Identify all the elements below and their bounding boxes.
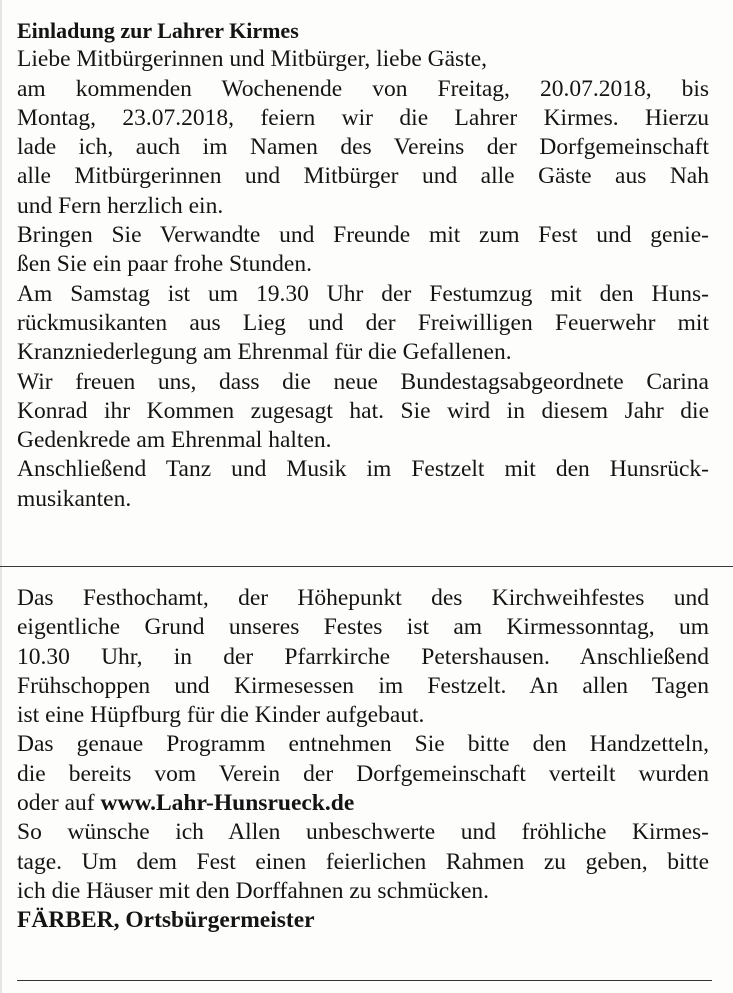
program-section [17,584,709,936]
text-line: Am Samstag ist um 19.30 Uhr der Festumzug mit den Huns- [17,280,709,307]
section-divider [0,566,733,567]
text-line: Bringen Sie Verwandte und Freunde mit zum Fest und genie- [17,222,709,249]
text-line: Gedenkrede am Ehrenmal halten. [17,427,332,454]
text-line: eigentliche Grund unseres Festes ist am Kirmessonntag, um [17,614,709,641]
article-heading: Einladung zur Lahrer Kirmes [17,18,299,43]
text-line: lade ich, auch im Namen des Vereins der Dorfgemeinschaft [17,134,709,161]
text-line: Wir freuen uns, dass die neue Bundestagsabgeordnete Carina [17,368,709,395]
text-line: alle Mitbürgerinnen und Mitbürger und alle Gäste aus Nah [17,163,709,190]
text-line: am kommenden Wochenende von Freitag, 20.07.2018, bis [17,75,709,102]
text-line: Konrad ihr Kommen zugesagt hat. Sie wird in diesem Jahr die [17,397,709,424]
website-prefix: oder auf [17,790,101,817]
invitation-section [17,16,709,514]
text-line: die bereits vom Verein der Dorfgemeinschaft verteilt wurden [17,760,709,787]
text-line: und Fern herzlich ein. [17,192,224,219]
text-line: Das Festhochamt, der Höhepunkt des Kirchweihfestes und [17,585,709,611]
website-link[interactable]: www.Lahr-Hunsrueck.de [100,790,355,817]
text-line: 10.30 Uhr, in der Pfarrkirche Petershausen. Anschließend [17,643,709,670]
text-line: ich die Häuser mit den Dorffahnen zu schmücken. [17,877,490,904]
text-line: Das genaue Programm entnehmen Sie bitte den Handzetteln, [17,731,709,758]
text-line: Montag, 23.07.2018, feiern wir die Lahrer Kirmes. Hierzu [17,104,709,131]
text-line: tage. Um dem Fest einen feierlichen Rahmen zu geben, bitte [17,848,709,875]
text-line: rückmusikanten aus Lieg und der Freiwilligen Feuerwehr mit [17,309,709,336]
text-line: Anschließend Tanz und Musik im Festzelt mit den Hunsrück- [17,456,709,483]
scan-edge [0,0,2,993]
text-line: ßen Sie ein paar frohe Stunden. [17,251,312,278]
text-line: musikanten. [17,485,132,512]
signature: FÄRBER, Ortsbürgermeister [17,907,315,934]
website-line [17,789,709,818]
text-line: Frühschoppen und Kirmesessen im Festzelt. An allen Tagen [17,672,709,699]
text-line: So wünsche ich Allen unbeschwerte und fröhliche Kirmes- [17,819,709,846]
text-line: Kranzniederlegung am Ehrenmal für die Gefallenen. [17,339,512,366]
text-line: ist eine Hüpfburg für die Kinder aufgebaut. [17,702,425,729]
text-line: Liebe Mitbürgerinnen und Mitbürger, liebe Gäste, [17,46,488,73]
bottom-divider [17,980,712,981]
